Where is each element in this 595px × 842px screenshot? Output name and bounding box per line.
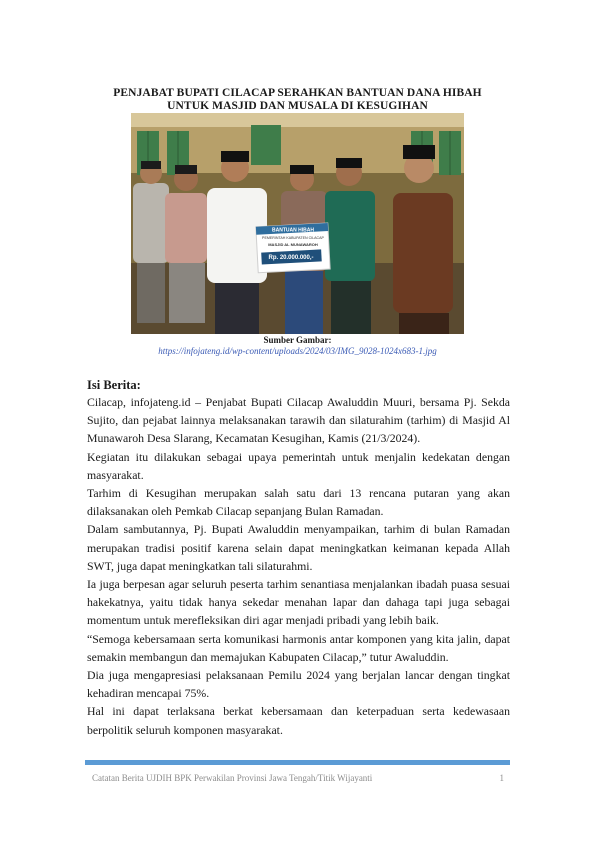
caption-label: Sumber Gambar: [263,335,332,345]
board-header: BANTUAN HIBAH [272,227,314,234]
board-amount: Rp. 20.000.000,- [268,255,314,261]
paragraph: Dia juga mengapresiasi pelaksanaan Pemilu 2024 yang berjalan lancar dengan tingkat kehadiran mencapai 75%. [87,668,510,701]
image-caption [100,335,495,357]
article-body [87,393,510,739]
paragraph: “Semoga kebersamaan serta komunikasi harmonis antar komponen yang kita jalin, dapat semakin membangun dan memajukan Kabupaten Cilacap,” tutur Awaluddin. [87,631,510,664]
page-number: 1 [499,773,504,783]
section-heading: Isi Berita: [87,378,141,392]
caption-source-link[interactable]: https://infojateng.id/wp-content/uploads/2024/03/IMG_9028-1024x683-1.jpg [158,346,437,356]
paragraph: Cilacap, infojateng.id – Penjabat Bupati Cilacap Awaluddin Muuri, bersama Pj. Sekda Sujito, dan pejabat lainnya melaksanakan tarawih dan silaturahim (tarhim) di Masjid Al Munawaroh Desa Slarang, Kecamatan Kesugihan, Kamis (21/3/2024). [87,395,510,446]
paragraph: Kegiatan itu dilakukan sebagai upaya pemerintah untuk menjalin kedekatan dengan masyarakat. [87,449,510,482]
paragraph: Hal ini dapat terlaksana berkat kebersamaan dan keterpaduan serta kedewasaan berpolitik seluruh komponen masyarakat. [87,704,510,737]
footer-divider [85,760,510,765]
board-line-1: PEMERINTAH KABUPATEN CILACAP [262,236,324,240]
paragraph: Dalam sambutannya, Pj. Bupati Awaluddin menyampaikan, tarhim di bulan Ramadan merupakan tradisi positif karena selain dapat meningkatkan keimanan kepada Allah SWT, juga dapat meningkatkan tali silaturahmi. [87,522,510,573]
board-line-2: MASJID AL MUNAWAROH [268,242,318,247]
title-line-1: PENJABAT BUPATI CILACAP SERAHKAN BANTUAN DANA HIBAH [113,87,482,99]
page-footer [92,773,510,783]
article-title [60,87,535,113]
news-photo [131,113,464,334]
title-line-2: UNTUK MASJID DAN MUSALA DI KESUGIHAN [167,100,428,112]
footer-text: Catatan Berita UJDIH BPK Perwakilan Provinsi Jawa Tengah/Titik Wijayanti [92,773,373,783]
paragraph: Ia juga berpesan agar seluruh peserta tarhim senantiasa menjalankan ibadah puasa sesuai hakekatnya, yaitu tidak hanya sekedar menahan lapar dan dahaga tapi juga sebagai momentum untuk merefleksikan diri agar menjadi pribadi yang lebih baik. [87,577,510,628]
paragraph: Tarhim di Kesugihan merupakan salah satu dari 13 rencana putaran yang akan dilaksanakan oleh Pemkab Cilacap sepanjang Bulan Ramadan. [87,486,510,519]
